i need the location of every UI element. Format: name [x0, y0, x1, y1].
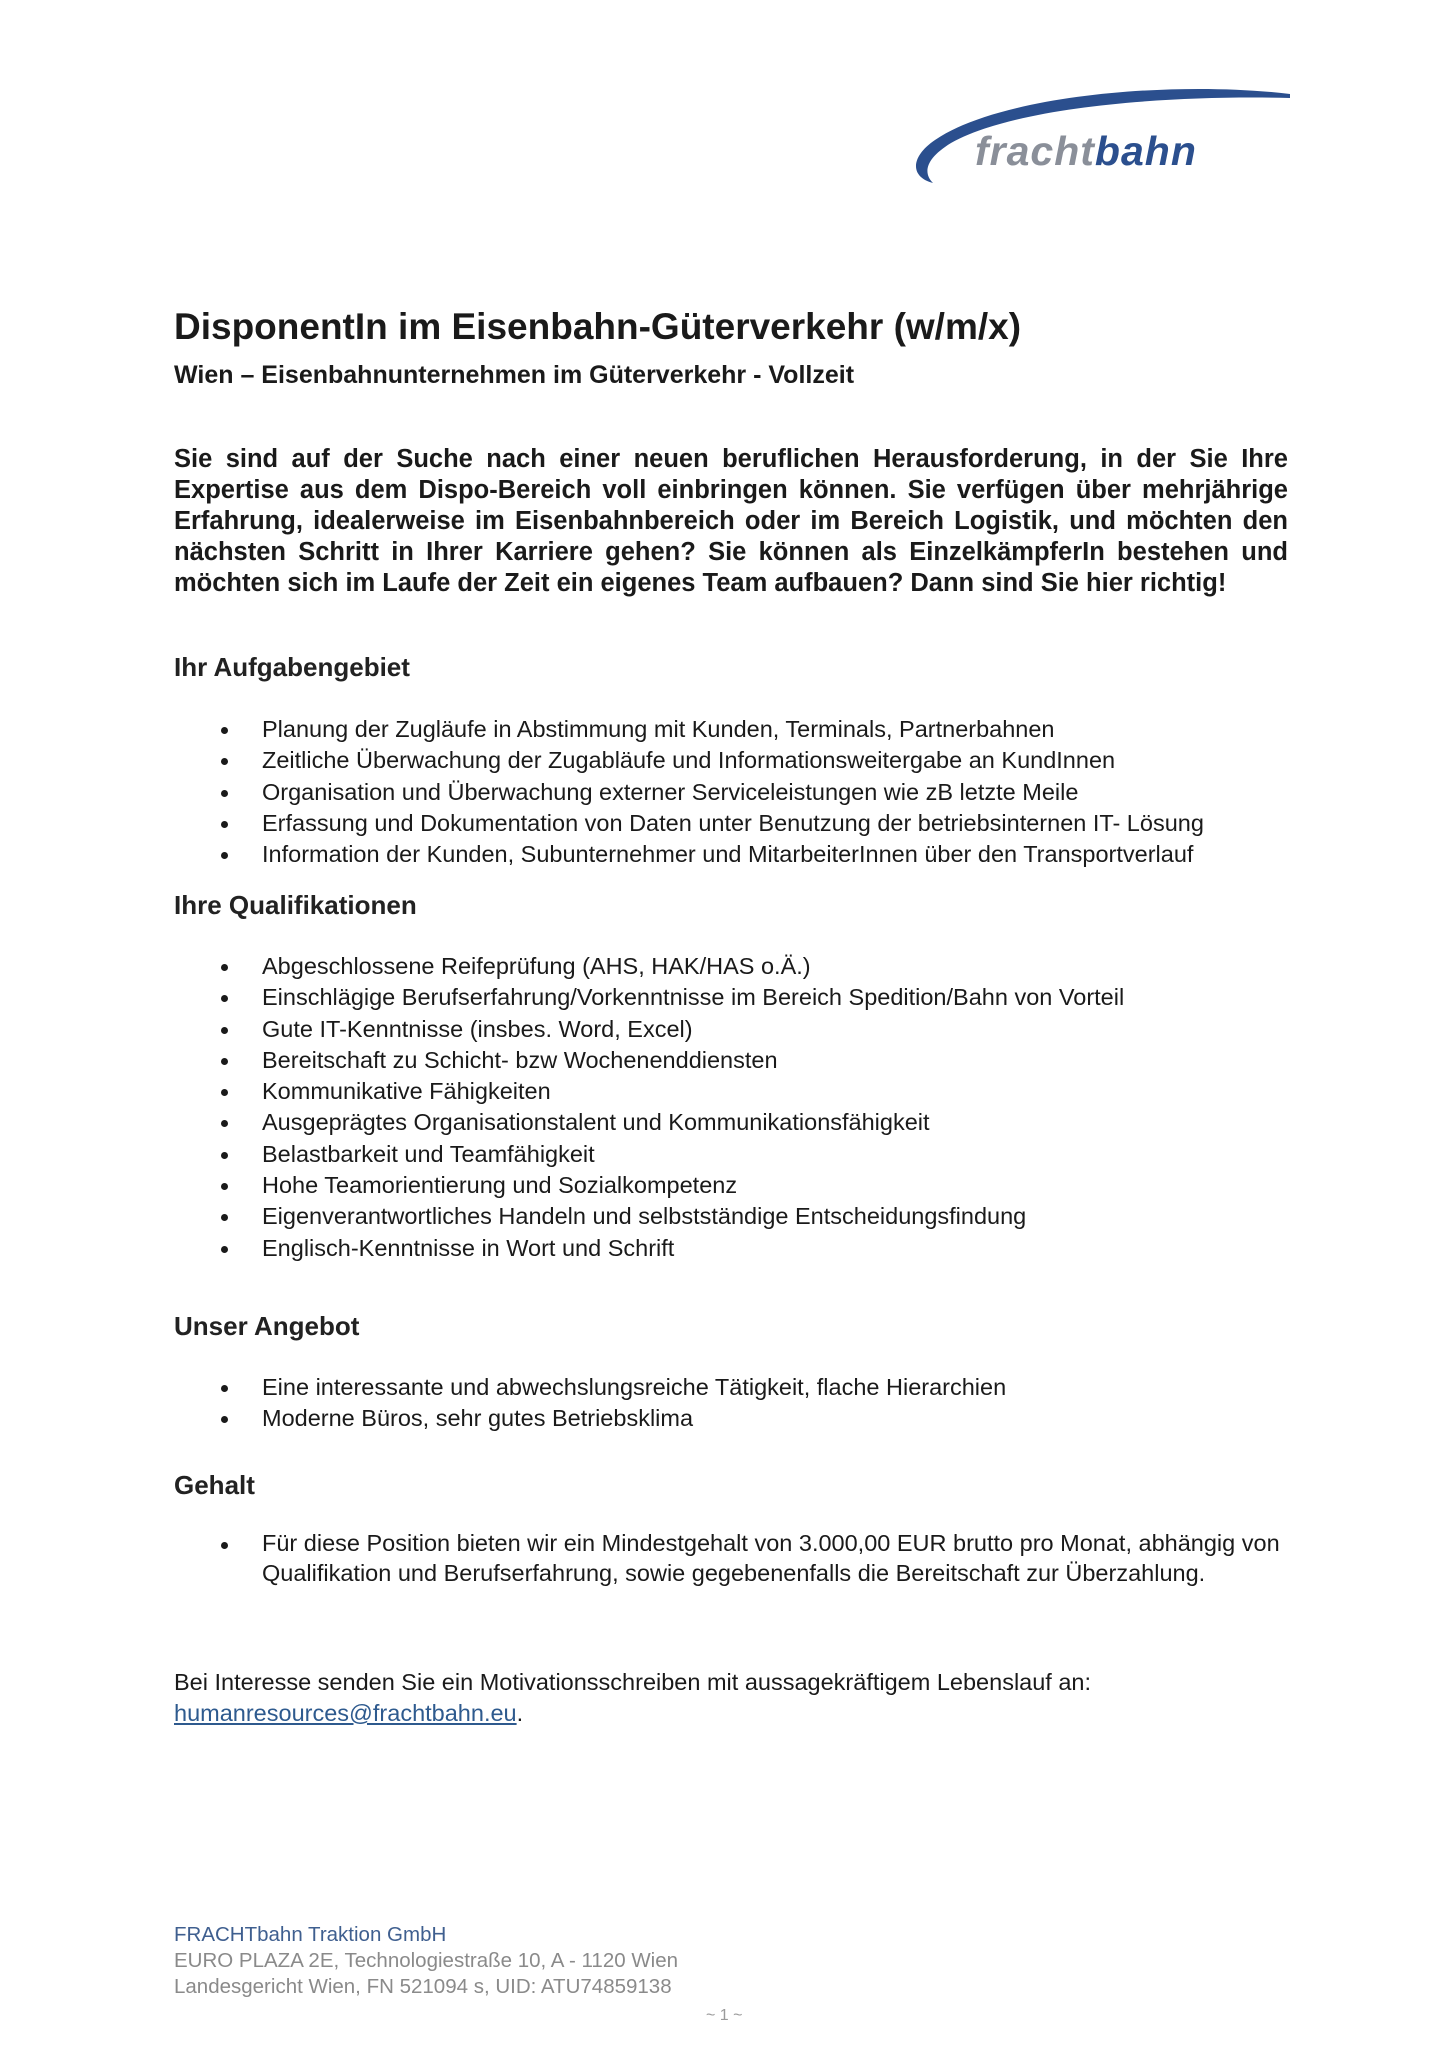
list-item: Information der Kunden, Subunternehmer und MitarbeiterInnen über den Transportverlauf — [218, 839, 1298, 870]
contact-text: Bei Interesse senden Sie ein Motivationsschreiben mit aussagekräftigem Lebenslauf an: — [174, 1669, 1092, 1695]
list-item: Bereitschaft zu Schicht- bzw Wochenenddiensten — [218, 1045, 1298, 1076]
section-heading-offer: Unser Angebot — [174, 1311, 360, 1341]
footer-address: EURO PLAZA 2E, Technologiestraße 10, A - 1120 Wien — [174, 1949, 679, 1972]
section-heading-salary: Gehalt — [174, 1470, 255, 1500]
footer — [174, 1922, 678, 2000]
list-item: Englisch-Kenntnisse in Wort und Schrift — [218, 1233, 1298, 1264]
salary-list — [218, 1529, 1288, 1588]
list-item: Belastbarkeit und Teamfähigkeit — [218, 1139, 1298, 1170]
list-item: Hohe Teamorientierung und Sozialkompetenz — [218, 1170, 1298, 1201]
list-item: Ausgeprägtes Organisationstalent und Kommunikationsfähigkeit — [218, 1107, 1298, 1138]
list-item: Kommunikative Fähigkeiten — [218, 1076, 1298, 1107]
list-item: Moderne Büros, sehr gutes Betriebsklima — [218, 1403, 1298, 1434]
logo-wordmark-part1: fracht — [975, 128, 1095, 174]
logo-wordmark-part2: bahn — [1094, 128, 1197, 174]
list-item: Erfassung und Dokumentation von Daten unter Benutzung der betriebsinternen IT- Lösung — [218, 808, 1298, 839]
page-number: ~ 1 ~ — [706, 2007, 743, 2024]
list-item: Organisation und Überwachung externer Serviceleistungen wie zB letzte Meile — [218, 777, 1298, 808]
list-item: Abgeschlossene Reifeprüfung (AHS, HAK/HAS o.Ä.) — [218, 951, 1298, 982]
tasks-list — [218, 714, 1298, 870]
footer-registry: Landesgericht Wien, FN 521094 s, UID: ATU74859138 — [174, 1975, 672, 1998]
list-item: Eigenverantwortliches Handeln und selbstständige Entscheidungsfindung — [218, 1201, 1298, 1232]
footer-company: FRACHTbahn Traktion GmbH — [174, 1923, 447, 1946]
page-subtitle: Wien – Eisenbahnunternehmen im Güterverkehr - Vollzeit — [174, 361, 855, 389]
list-item: Gute IT-Kenntnisse (insbes. Word, Excel) — [218, 1014, 1298, 1045]
list-item: Für diese Position bieten wir ein Mindestgehalt von 3.000,00 EUR brutto pro Monat, abhängig von Qualifikation und Berufserfahrung, sowie gegebenenfalls die Bereitschaft zur Überzahlung. — [218, 1529, 1288, 1588]
offer-list — [218, 1372, 1298, 1435]
logo-wordmark — [975, 128, 1197, 174]
frachtbahn-logo — [905, 85, 1295, 200]
page-title: DisponentIn im Eisenbahn-Güterverkehr (w/m/x) — [174, 306, 1022, 347]
list-item: Einschlägige Berufserfahrung/Vorkenntnisse im Bereich Spedition/Bahn von Vorteil — [218, 982, 1298, 1013]
section-heading-tasks: Ihr Aufgabengebiet — [174, 652, 410, 682]
list-item: Eine interessante und abwechslungsreiche Tätigkeit, flache Hierarchien — [218, 1372, 1298, 1403]
email-link[interactable]: humanresources@frachtbahn.eu — [174, 1700, 517, 1726]
contact-paragraph — [174, 1667, 1274, 1729]
list-item: Zeitliche Überwachung der Zugabläufe und Informationsweitergabe an KundInnen — [218, 745, 1298, 776]
intro-paragraph: Sie sind auf der Suche nach einer neuen beruflichen Herausforderung, in der Sie Ihre Expertise aus dem Dispo-Bereich voll einbringen können. Sie verfügen über mehrjährige Erfahrung, idealerweise im Eisenbahnbereich oder im Bereich Logistik, und möchten den nächsten Schritt in Ihrer Karriere gehen? Sie können als EinzelkämpferIn bestehen und möchten sich im Laufe der Zeit ein eigenes Team aufbauen? Dann sind Sie hier richtig! — [174, 445, 1288, 597]
contact-text-end: . — [516, 1700, 524, 1726]
list-item: Planung der Zugläufe in Abstimmung mit Kunden, Terminals, Partnerbahnen — [218, 714, 1298, 745]
qualifications-list — [218, 951, 1298, 1264]
section-heading-qualifications: Ihre Qualifikationen — [174, 890, 417, 920]
